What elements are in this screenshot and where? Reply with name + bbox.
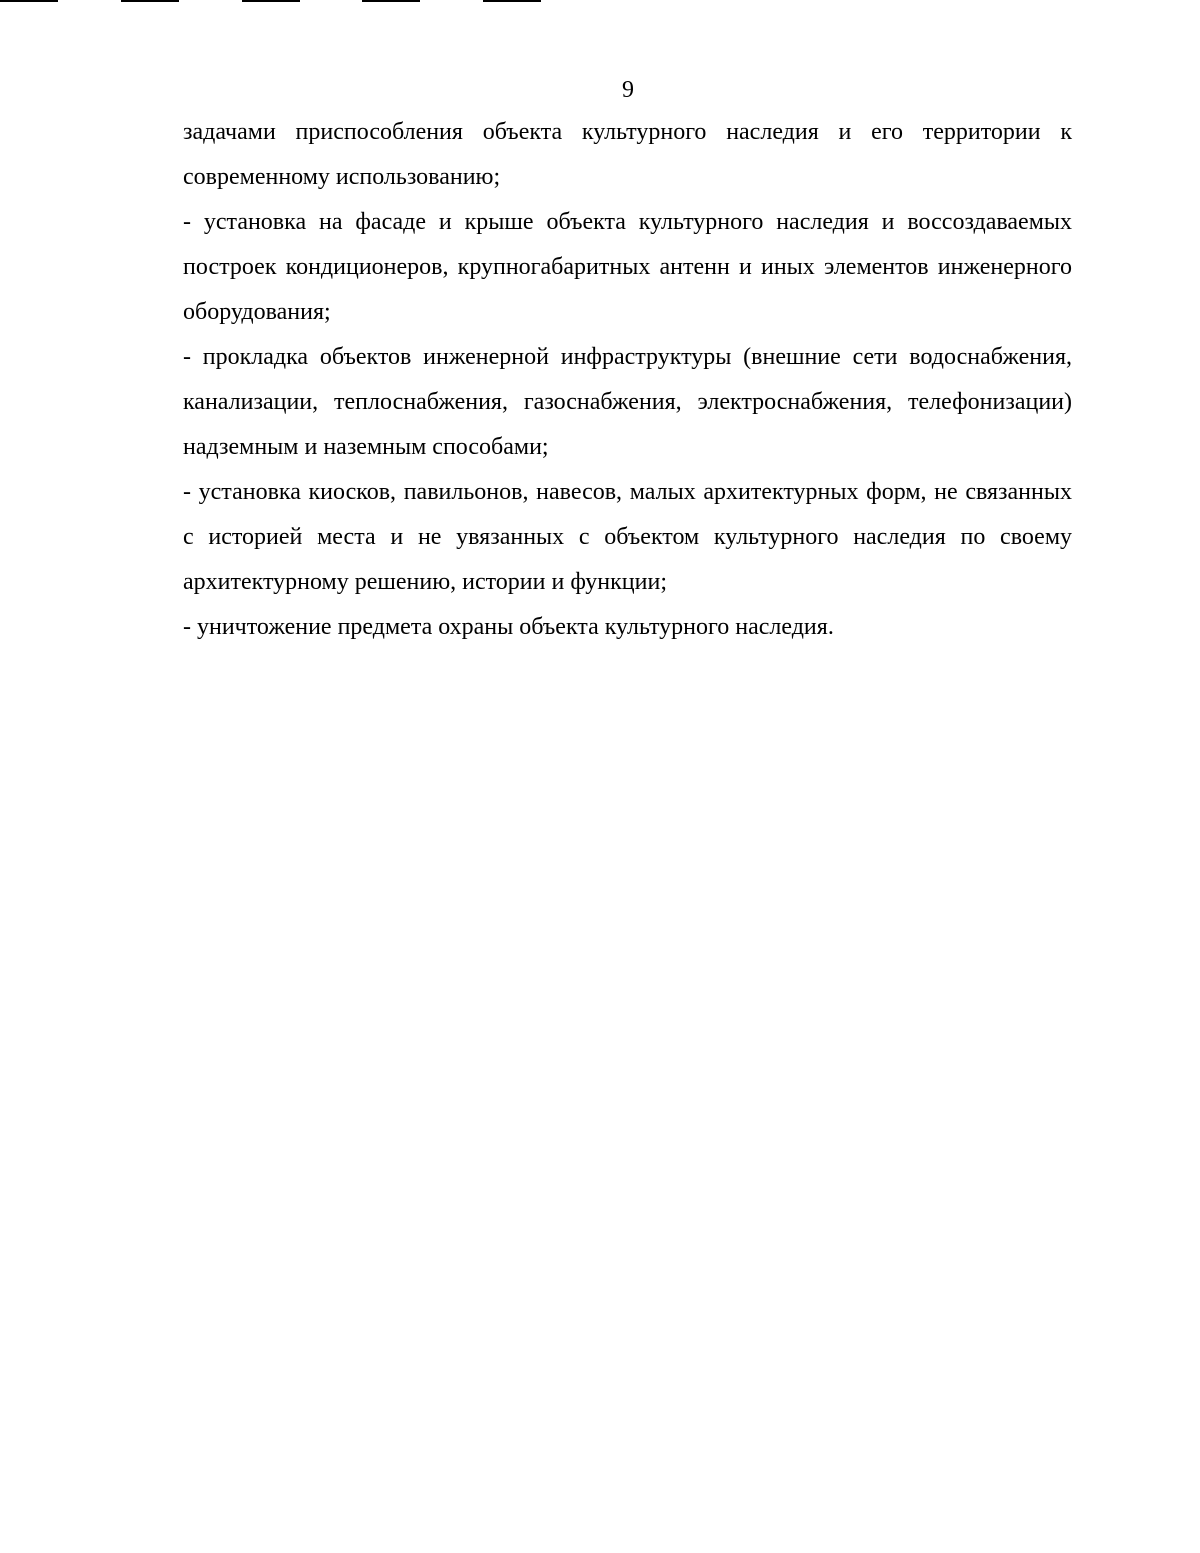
page-number: 9 <box>622 77 634 103</box>
paragraph-installation-facade: - установка на фасаде и крыше объекта культурного наследия и воссоздаваемых построек кондиционеров, крупногабаритных антенн и иных элементов инженерного оборудования; <box>183 209 1072 325</box>
scan-edge-mark-1 <box>0 0 58 2</box>
scan-edge-mark-4 <box>362 0 420 2</box>
paragraph-destruction: - уничтожение предмета охраны объекта культурного наследия. <box>183 614 834 640</box>
scan-edge-mark-3 <box>242 0 300 2</box>
paragraph-infrastructure: - прокладка объектов инженерной инфраструктуры (внешние сети водоснабжения, канализации, теплоснабжения, газоснабжения, электроснабжения, телефонизации) надземным и наземным способами; <box>183 344 1072 460</box>
paragraph-kiosks: - установка киосков, павильонов, навесов, малых архитектурных форм, не связанных с историей места и не увязанных с объектом культурного наследия по своему архитектурному решению, истории и функции; <box>183 479 1072 595</box>
document-body <box>183 110 1072 650</box>
paragraph-continuation: задачами приспособления объекта культурного наследия и его территории к современному использованию; <box>183 119 1072 190</box>
scan-edge-mark-2 <box>121 0 179 2</box>
scan-edge-mark-5 <box>483 0 541 2</box>
